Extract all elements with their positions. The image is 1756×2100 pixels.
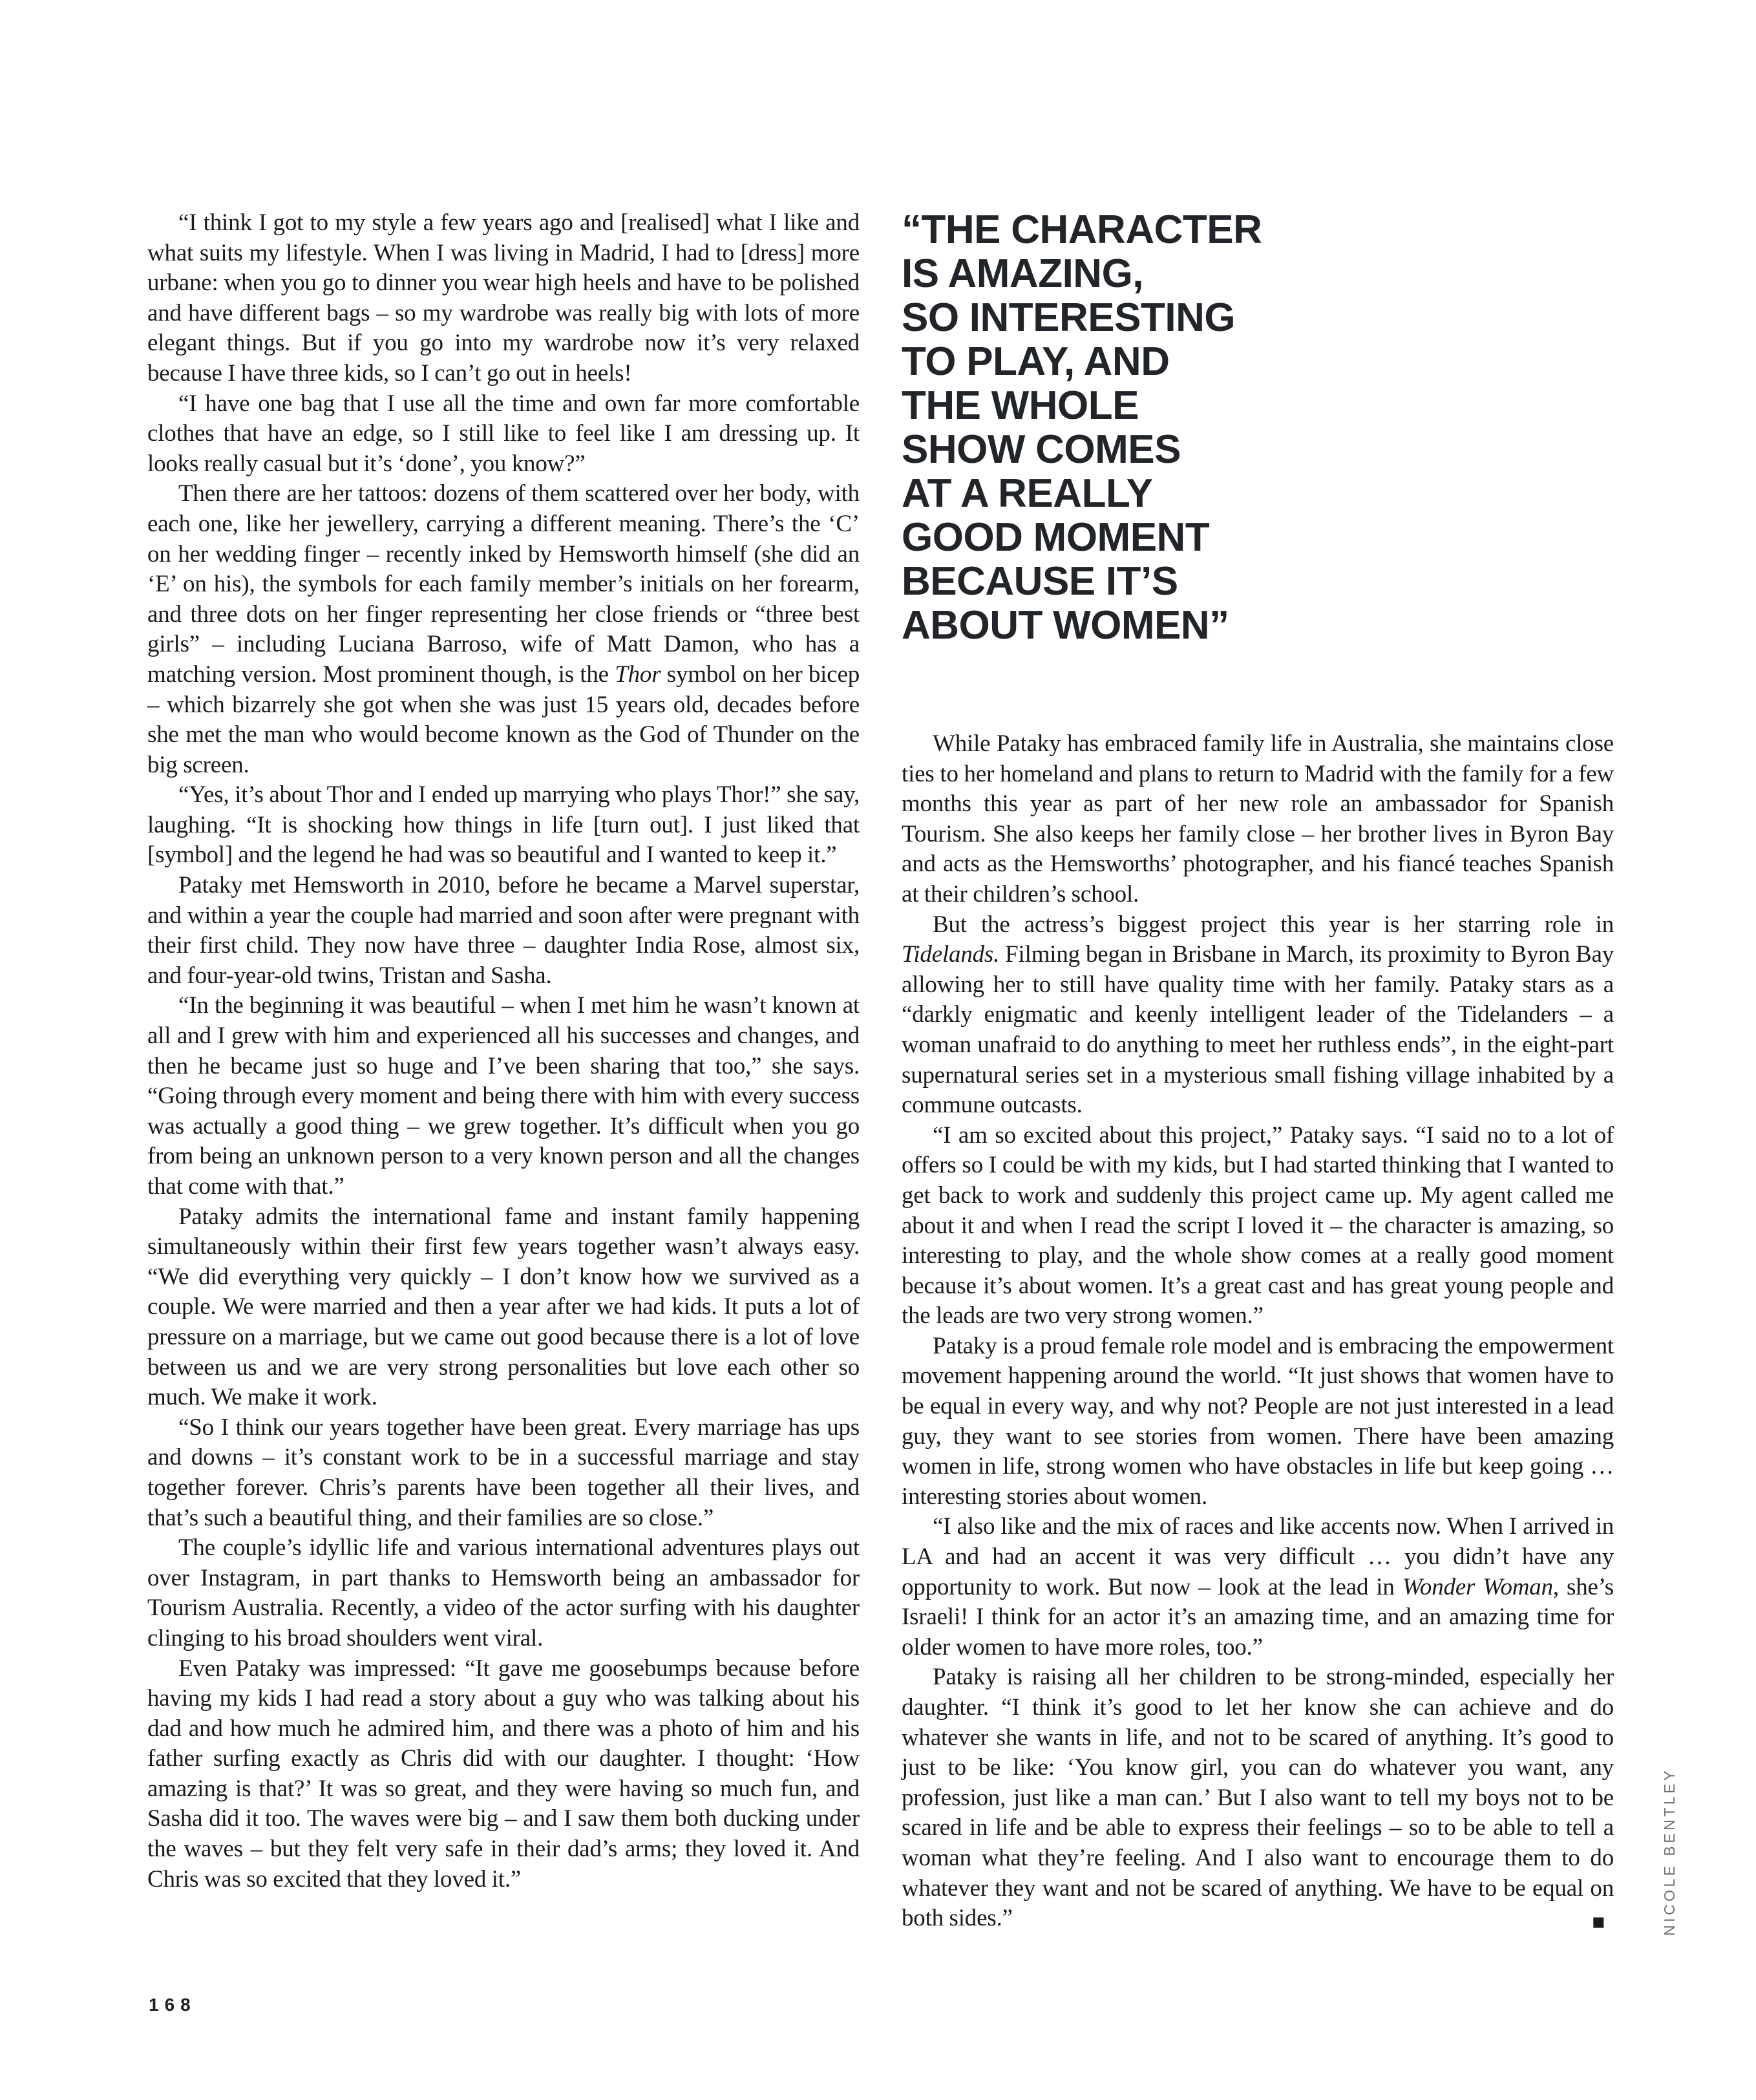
pull-quote-line: SO INTERESTING bbox=[902, 295, 1236, 340]
text-run: Pataky admits the international fame and instant family happening simultaneously within their first few years together wasn’t always easy. “We did everything very quickly – I don’t know how we survived as a couple. We were married and then a year after we had kids. It puts a lot of pressure on a marriage, but we came out good because there is a lot of love between us and we are very strong personalities but love each other so much. We make it work. bbox=[147, 1203, 860, 1411]
paragraph bbox=[902, 729, 1614, 910]
right-column bbox=[902, 208, 1614, 1934]
pull-quote-line: SHOW COMES bbox=[902, 427, 1181, 472]
text-run: “So I think our years together have been great. Every marriage has ups and downs – it’s constant work to be in a successful marriage and stay together forever. Chris’s parents have been together all their lives, and that’s such a beautiful thing, and their families are so close.” bbox=[147, 1414, 860, 1531]
paragraph bbox=[147, 871, 860, 991]
pull-quote-line: AT A REALLY bbox=[902, 471, 1153, 516]
italic-text-run: Wonder Woman bbox=[1402, 1573, 1553, 1600]
text-run: Pataky met Hemsworth in 2010, before he became a Marvel superstar, and within a year the couple had married and soon after were pregnant with their first child. They now have three – daughter India Rose, almost six, and four-year-old twins, Tristan and Sasha. bbox=[147, 872, 860, 989]
text-run: “In the beginning it was beautiful – when I met him he wasn’t known at all and I grew with him and experienced all his successes and changes, and then he became just so huge and I’ve been sharing that too,” she says. “Going through every moment and being there with him with every success was actually a good thing – we grew together. It’s difficult when you go from being an unknown person to a very known person and all the changes that come with that.” bbox=[147, 992, 860, 1200]
pull-quote bbox=[902, 208, 1614, 648]
text-run: Pataky is a proud female role model and is embracing the empowerment movement happening around the world. “It just shows that women have to be equal in every way, and why not? People are not just interested in a lead guy, they want to see stories from women. There have been amazing women in life, strong women who have obstacles in life but keep going … interesting stories about women. bbox=[902, 1332, 1614, 1510]
text-run: “I think I got to my style a few years ago and [realised] what I like and what suits my lifestyle. When I was living in Madrid, I had to [dress] more urbane: when you go to dinner you wear high heels and have to be polished and have different bags – so my wardrobe was really big with lots of more elegant things. But if you go into my wardrobe now it’s very relaxed because I have three kids, so I can’t go out in heels! bbox=[147, 209, 860, 387]
text-run: Pataky is raising all her children to be strong-minded, especially her daughter. “I think it’s good to let her know she can achieve and do whatever she wants in life, and not to be scared of anything. It’s good to just to be like: ‘You know girl, you can do whatever you want, any profession, just like a man can.’ But I also want to tell my boys not to be scared in life and be able to express their feelings – so to be able to tell a woman what they’re feeling. And I also want to encourage them to do whatever they want and not be scared of anything. We have to be equal on both sides.” bbox=[902, 1664, 1614, 1932]
text-run: “I also like and the mix of races and like accents now. When I arrived in LA and had an accent it was very difficult … you didn’t have any opportunity to work. But now – look at the lead in bbox=[902, 1513, 1614, 1600]
text-run: symbol on her bicep – which bizarrely she got when she was just 15 years old, decades before she met the man who would become known as the God of Thunder on the big screen. bbox=[147, 661, 860, 778]
italic-text-run: Thor bbox=[615, 661, 661, 688]
left-column bbox=[147, 208, 860, 1894]
paragraph bbox=[902, 1331, 1614, 1512]
paragraph bbox=[902, 1512, 1614, 1662]
paragraph bbox=[147, 991, 860, 1202]
paragraph bbox=[147, 479, 860, 780]
photo-credit: NICOLE BENTLEY bbox=[1661, 1768, 1678, 1936]
text-run: “I am so excited about this project,” Pataky says. “I said no to a lot of offers so I could be with my kids, but I had started thinking that I wanted to get back to work and suddenly this project came up. My agent called me about it and when I read the script I loved it – the character is amazing, so interesting to play, and the whole show comes at a really good moment because it’s about women. It’s a great cast and has great young people and the leads are two very strong women.” bbox=[902, 1121, 1614, 1330]
right-column-body bbox=[902, 729, 1614, 1934]
text-run: The couple’s idyllic life and various international adventures plays out over Instagram, in part thanks to Hemsworth being an ambassador for Tourism Australia. Recently, a video of the actor surfing with his daughter clinging to his broad shoulders went viral. bbox=[147, 1534, 860, 1651]
paragraph bbox=[147, 1413, 860, 1533]
paragraph bbox=[902, 1662, 1614, 1933]
text-run: But the actress’s biggest project this year is her starring role in bbox=[933, 911, 1614, 938]
paragraph bbox=[147, 1654, 860, 1895]
pull-quote-line: GOOD MOMENT bbox=[902, 515, 1210, 560]
italic-text-run: Tidelands. bbox=[902, 941, 1000, 968]
pull-quote-line: TO PLAY, AND bbox=[902, 339, 1170, 384]
paragraph bbox=[147, 389, 860, 480]
text-run: Then there are her tattoos: dozens of them scattered over her body, with each one, like her jewellery, carrying a different meaning. There’s the ‘C’ on her wedding finger – recently inked by Hemsworth himself (she did an ‘E’ on his), the symbols for each family member’s initials on her forearm, and three dots on her finger representing her close friends or “three best girls” – including Luciana Barroso, wife of Matt Damon, who has a matching version. Most prominent though, is the bbox=[147, 480, 860, 688]
paragraph bbox=[147, 780, 860, 871]
pull-quote-line: BECAUSE IT’S bbox=[902, 559, 1178, 604]
paragraph bbox=[147, 1202, 860, 1413]
paragraph bbox=[902, 910, 1614, 1121]
text-run: “Yes, it’s about Thor and I ended up marrying who plays Thor!” she say, laughing. “It is shocking how things in life [turn out]. I just liked that [symbol] and the legend he had was so beautiful and I wanted to keep it.” bbox=[147, 781, 860, 869]
text-run: “I have one bag that I use all the time and own far more comfortable clothes that have an edge, so I still like to feel like I am dressing up. It looks really casual but it’s ‘done’, you know?” bbox=[147, 390, 860, 477]
pull-quote-line: ABOUT WOMEN” bbox=[902, 603, 1229, 648]
page-number: 168 bbox=[149, 1995, 196, 2015]
pull-quote-line: “THE CHARACTER bbox=[902, 207, 1262, 252]
end-of-article-marker: ■ bbox=[1592, 1913, 1605, 1929]
pull-quote-line: THE WHOLE bbox=[902, 383, 1139, 428]
text-run: , she’s Israeli! I think for an actor it’s an amazing time, and an amazing time for older women to have more roles, too.” bbox=[902, 1573, 1614, 1660]
text-run: While Pataky has embraced family life in Australia, she maintains close ties to her homeland and plans to return to Madrid with the family for a few months this year as part of her new role an ambassador for Spanish Tourism. She also keeps her family close – her brother lives in Byron Bay and acts as the Hemsworths’ photographer, and his fiancé teaches Spanish at their children’s school. bbox=[902, 730, 1614, 907]
paragraph bbox=[147, 208, 860, 389]
paragraph bbox=[147, 1533, 860, 1653]
text-run: Filming began in Brisbane in March, its proximity to Byron Bay allowing her to still have quality time with her family. Pataky stars as a “darkly enigmatic and keenly intelligent leader of the Tidelanders – a woman unafraid to do anything to meet her ruthless ends”, in the eight-part supernatural series set in a mysterious small fishing village inhabited by a commune outcasts. bbox=[902, 941, 1614, 1119]
pull-quote-line: IS AMAZING, bbox=[902, 251, 1144, 296]
text-run: Even Pataky was impressed: “It gave me goosebumps because before having my kids I had read a story about a guy who was talking about his dad and how much he admired him, and there was a photo of him and his father surfing exactly as Chris did with our daughter. I thought: ‘How amazing is that?’ It was so great, and they were having so much fun, and Sasha did it too. The waves were big – and I saw them both ducking under the waves – but they felt very safe in their dad’s arms; they loved it. And Chris was so excited that they loved it.” bbox=[147, 1655, 860, 1893]
paragraph bbox=[902, 1121, 1614, 1331]
